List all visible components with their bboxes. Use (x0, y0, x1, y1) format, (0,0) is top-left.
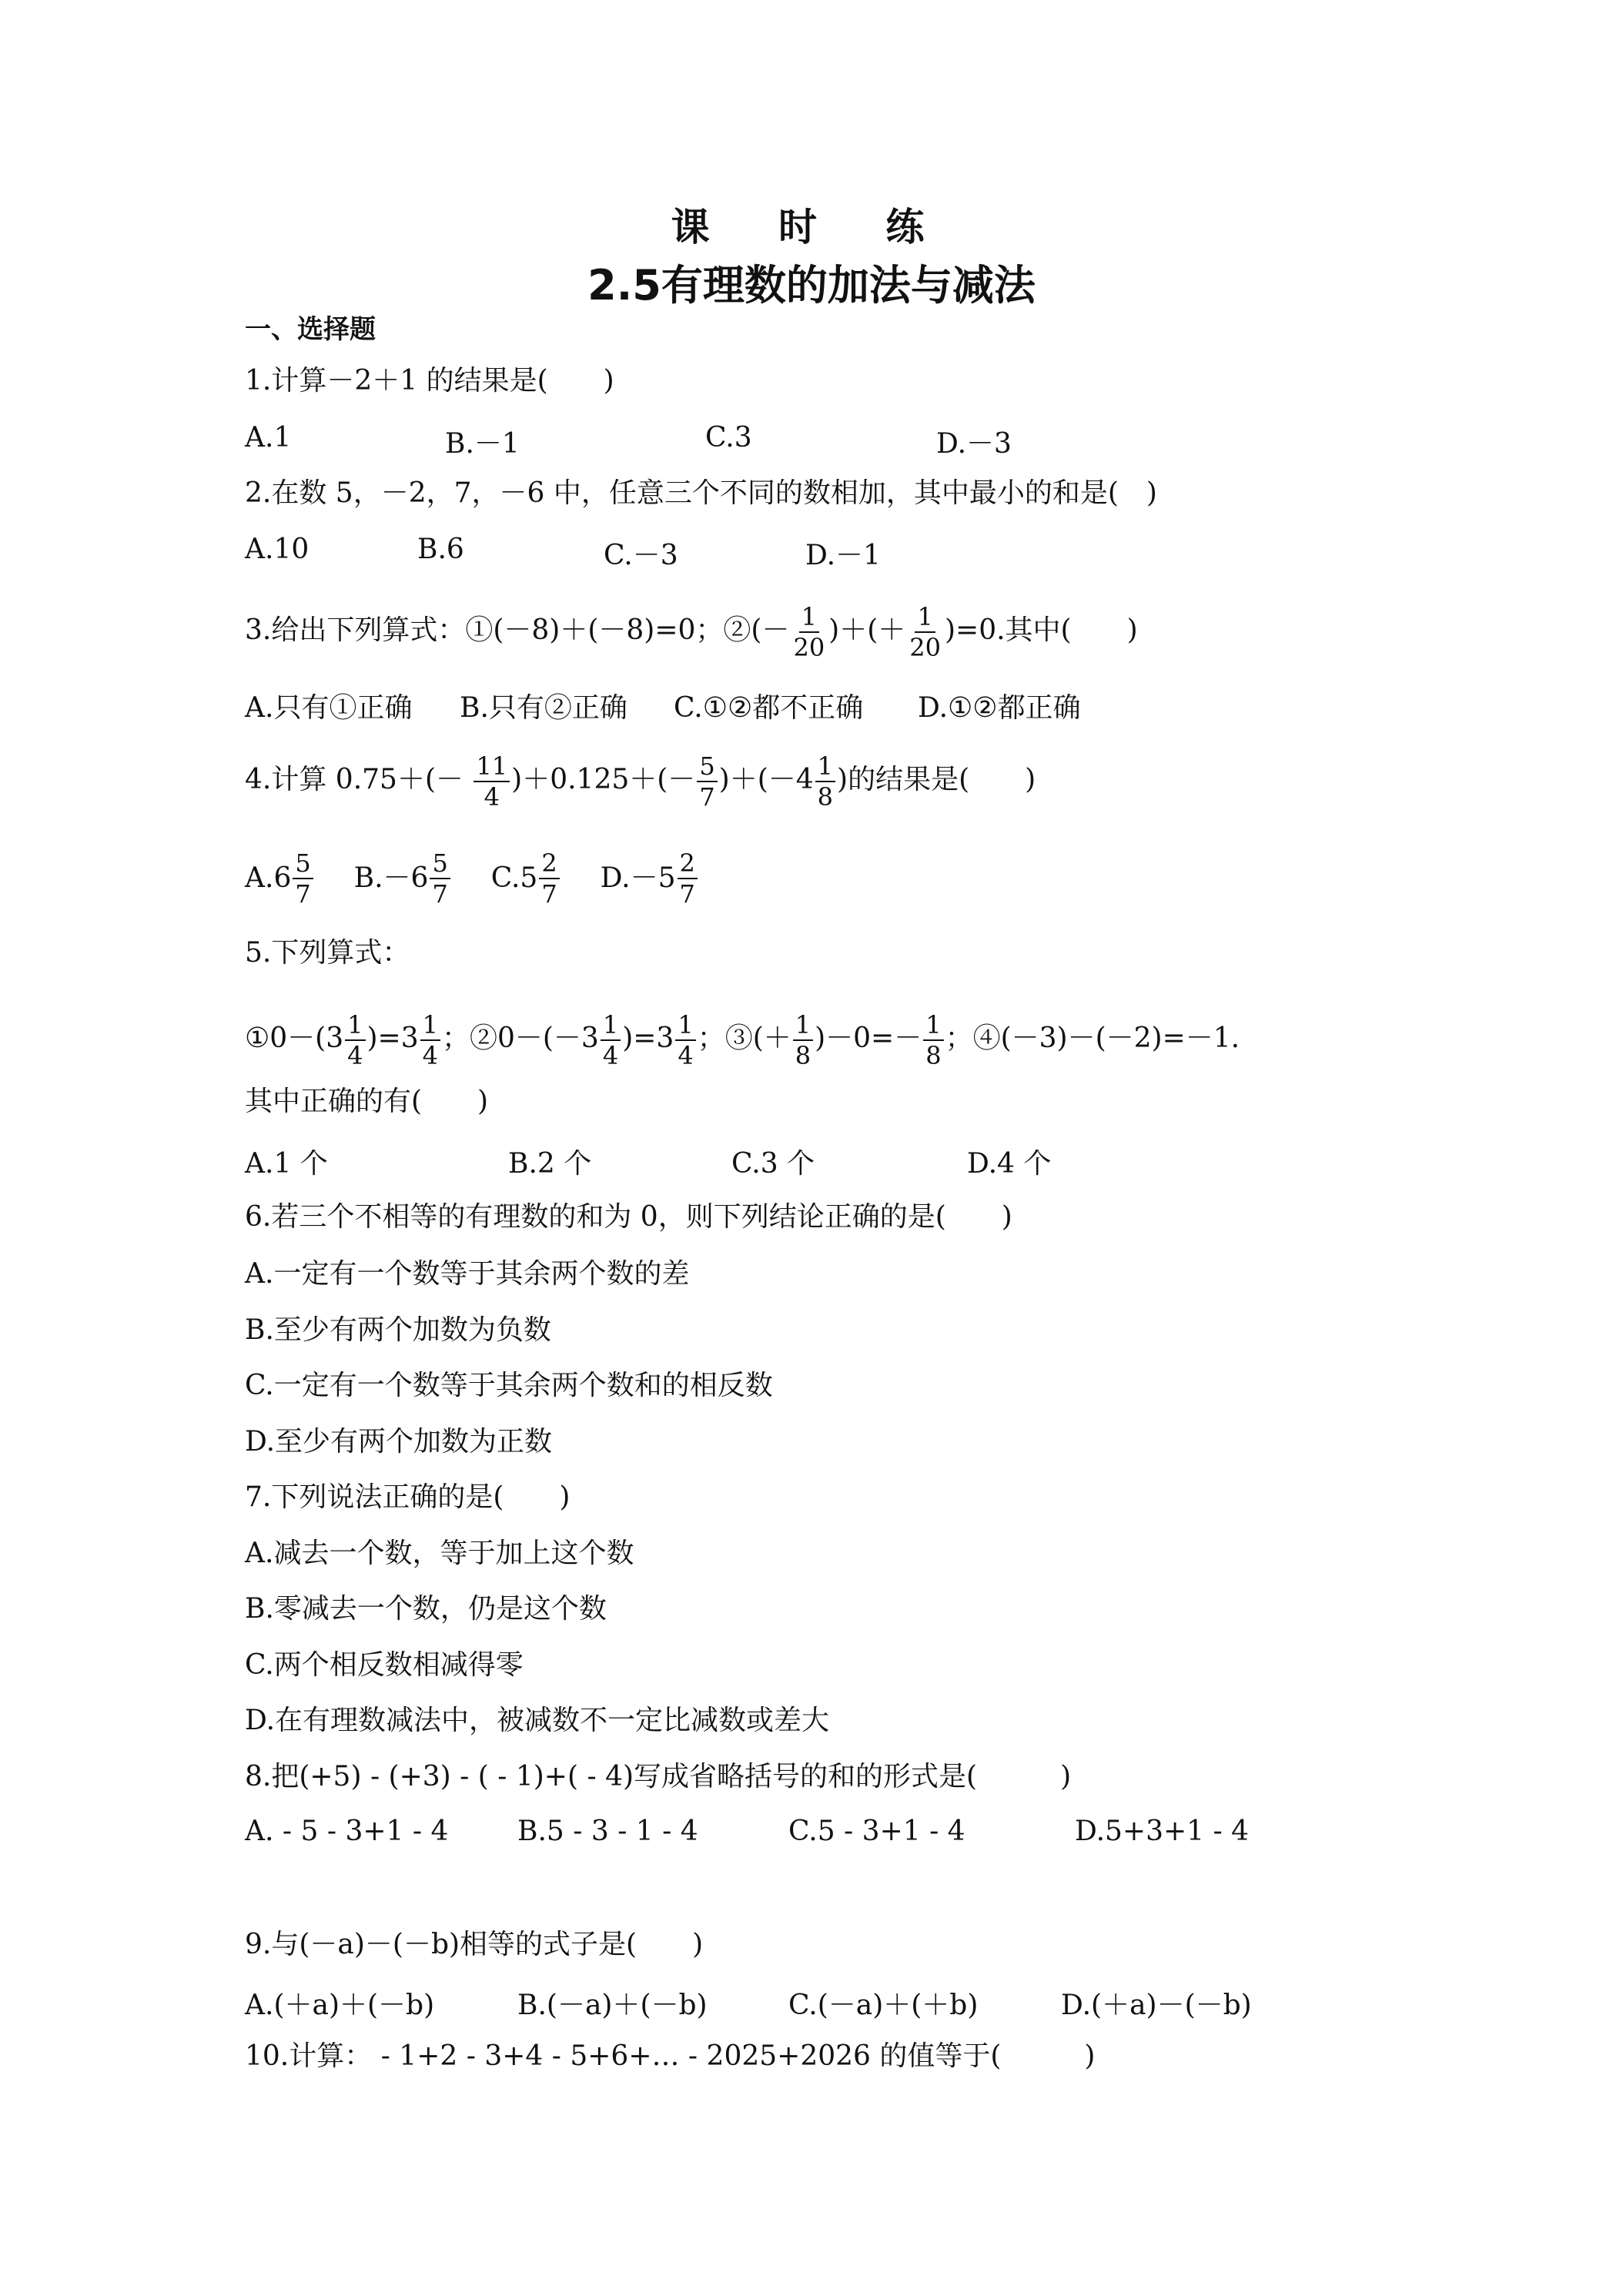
q7-option-c: C.两个相反数相减得零 (245, 1649, 524, 1681)
q5-f1-denominator: 4 (347, 1041, 363, 1070)
q5-f2-numerator: 1 (420, 1010, 440, 1041)
q4-option-c (491, 848, 561, 909)
q3-fraction-2 (907, 602, 943, 662)
q5-f4-denominator: 4 (678, 1041, 694, 1070)
q4-option-c-whole: C.5 (490, 862, 538, 894)
q2-option-d: D.－1 (805, 540, 881, 571)
q5-text-4: )=3 (622, 1022, 674, 1054)
q5-f5-numerator: 1 (793, 1010, 813, 1041)
q1-option-a: A.1 (245, 422, 292, 454)
q4-option-b-whole: B.－6 (353, 862, 429, 894)
q4-f3-numerator: 1 (815, 751, 835, 782)
q4-f2-numerator: 5 (697, 751, 717, 782)
q4-text-2: )＋0.125＋(－ (511, 764, 696, 795)
q4-option-d-whole: D.－5 (600, 862, 676, 894)
q6-option-a: A.一定有一个数等于其余两个数的差 (245, 1258, 690, 1290)
q4-option-d-fraction (678, 848, 698, 909)
q3-option-c: C.①②都不正确 (674, 692, 864, 724)
q5-f2-denominator: 4 (422, 1041, 438, 1070)
q3-text-3: )=0.其中( ) (944, 614, 1138, 646)
q4-option-c-denominator: 7 (541, 879, 557, 909)
q4-fraction-3 (815, 751, 835, 812)
q8-stem: 8.把(+5) - (+3) - ( - 1)+( - 4)写成省略括号的和的形式是( ) (245, 1761, 1072, 1792)
q1-option-d: D.－3 (936, 428, 1012, 460)
q4-option-a-numerator: 5 (293, 848, 313, 879)
q6-option-c: C.一定有一个数等于其余两个数和的相反数 (245, 1370, 773, 1401)
q3-text-1: 3.给出下列算式：①(－8)＋(－8)=0；②(－ (245, 614, 790, 646)
q4-option-b-fraction (430, 848, 450, 909)
q4-option-c-fraction (539, 848, 559, 909)
q4-option-b (354, 848, 452, 909)
q5-option-a: A.1 个 (245, 1148, 328, 1180)
q2-option-b: B.6 (417, 534, 464, 565)
q3-f2-numerator: 1 (915, 602, 935, 633)
q6-stem: 6.若三个不相等的有理数的和为 0，则下列结论正确的是( ) (245, 1201, 1012, 1233)
q5-f6-numerator: 1 (923, 1010, 943, 1041)
q5-f3-denominator: 4 (602, 1041, 619, 1070)
q4-stem (245, 751, 1036, 812)
q4-text-1: 4.计算 0.75＋(－ (245, 764, 473, 795)
q3-stem (245, 602, 1138, 662)
q4-options (245, 848, 699, 909)
q9-option-c: C.(－a)＋(＋b) (788, 1990, 979, 2021)
q5-f6-denominator: 8 (925, 1041, 942, 1070)
q4-option-d-denominator: 7 (679, 879, 695, 909)
q4-option-b-numerator: 5 (430, 848, 450, 879)
q5-expressions (245, 1010, 1240, 1070)
q9-option-b: B.(－a)＋(－b) (517, 1990, 708, 2021)
q4-fraction-1 (474, 751, 510, 812)
q9-option-a: A.(＋a)＋(－b) (245, 1990, 435, 2021)
q1-option-c: C.3 (705, 422, 752, 454)
q5-fraction-6 (923, 1010, 943, 1070)
q5-text-7: ；④(－3)－(－2)=－1. (945, 1022, 1240, 1054)
q8-option-d: D.5+3+1 - 4 (1075, 1816, 1250, 1847)
q5-fraction-4 (675, 1010, 695, 1070)
q6-option-b: B.至少有两个加数为负数 (245, 1314, 551, 1346)
q3-option-b: B.只有②正确 (460, 692, 627, 724)
q1-option-b: B.－1 (445, 428, 520, 460)
q5-option-c: C.3 个 (731, 1148, 815, 1180)
q2-option-a: A.10 (245, 534, 310, 565)
q2-stem: 2.在数 5，－2，7，－6 中，任意三个不同的数相加，其中最小的和是( ) (245, 477, 1157, 509)
q5-option-d: D.4 个 (967, 1148, 1052, 1180)
q4-f3-denominator: 8 (817, 782, 834, 812)
q5-fraction-3 (601, 1010, 621, 1070)
q4-text-3: )＋(－4 (718, 764, 814, 795)
q8-option-c: C.5 - 3+1 - 4 (788, 1816, 965, 1847)
q4-option-a (245, 848, 315, 909)
q7-option-d: D.在有理数减法中，被减数不一定比减数或差大 (245, 1705, 830, 1736)
q4-option-d-numerator: 2 (678, 848, 698, 879)
worksheet-title: 课 时 练 (671, 205, 952, 249)
q3-option-d: D.①②都正确 (918, 692, 1081, 724)
q5-text-1: ①0－(3 (245, 1022, 344, 1054)
q5-prompt: 其中正确的有( ) (245, 1086, 489, 1117)
q3-fraction-1 (791, 602, 827, 662)
q4-f1-numerator: 11 (474, 751, 510, 782)
q4-option-d (601, 848, 699, 909)
q10-stem: 10.计算： - 1+2 - 3+4 - 5+6+… - 2025+2026 的值等于( ) (245, 2040, 1096, 2072)
q3-f1-denominator: 20 (793, 633, 825, 662)
q8-option-a: A. - 5 - 3+1 - 4 (245, 1816, 449, 1847)
q3-f1-numerator: 1 (799, 602, 819, 633)
lesson-title: 2.5有理数的加法与减法 (587, 261, 1036, 310)
q5-fraction-2 (420, 1010, 440, 1070)
q3-text-2: )＋(＋ (828, 614, 906, 646)
q5-text-5: ；③(＋ (697, 1022, 791, 1054)
q4-option-b-denominator: 7 (432, 879, 448, 909)
q4-f1-denominator: 4 (484, 782, 500, 812)
q4-fraction-2 (697, 751, 717, 812)
q5-text-6: )－0=－ (815, 1022, 922, 1054)
q3-option-a: A.只有①正确 (245, 692, 413, 724)
q5-option-b: B.2 个 (508, 1148, 592, 1180)
q9-stem: 9.与(－a)－(－b)相等的式子是( ) (245, 1929, 704, 1960)
q5-f1-numerator: 1 (345, 1010, 365, 1041)
section-heading: 一、选择题 (245, 314, 376, 345)
q5-text-3: ；②0－(－3 (441, 1022, 599, 1054)
q7-stem: 7.下列说法正确的是( ) (245, 1481, 571, 1513)
q7-option-a: A.减去一个数，等于加上这个数 (245, 1538, 634, 1569)
q4-f2-denominator: 7 (699, 782, 715, 812)
q2-option-c: C.－3 (604, 540, 678, 571)
q4-option-c-numerator: 2 (539, 848, 559, 879)
q4-option-a-denominator: 7 (295, 879, 311, 909)
q4-option-a-whole: A.6 (245, 862, 292, 894)
q5-fraction-5 (793, 1010, 813, 1070)
q5-fraction-1 (345, 1010, 365, 1070)
q7-option-b: B.零减去一个数，仍是这个数 (245, 1593, 607, 1625)
q5-f4-numerator: 1 (675, 1010, 695, 1041)
q4-text-4: )的结果是( ) (837, 764, 1036, 795)
q8-option-b: B.5 - 3 - 1 - 4 (517, 1816, 698, 1847)
q3-f2-denominator: 20 (909, 633, 941, 662)
q6-option-d: D.至少有两个加数为正数 (245, 1426, 553, 1458)
q5-stem: 5.下列算式： (245, 937, 410, 969)
q5-text-2: )=3 (366, 1022, 419, 1054)
q9-option-d: D.(＋a)－(－b) (1061, 1990, 1252, 2021)
q4-option-a-fraction (293, 848, 313, 909)
q5-f5-denominator: 8 (795, 1041, 812, 1070)
q5-f3-numerator: 1 (601, 1010, 621, 1041)
q1-stem: 1.计算－2＋1 的结果是( ) (245, 365, 614, 397)
